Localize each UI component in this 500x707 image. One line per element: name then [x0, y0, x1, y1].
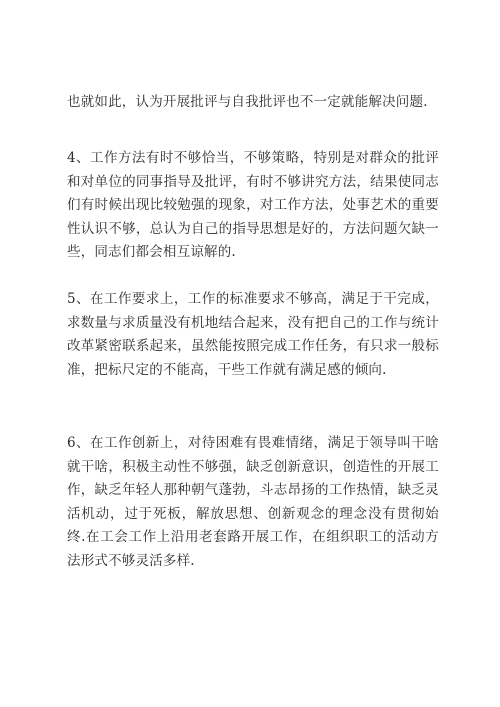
- paragraph-item-4: 4、工作方法有时不够恰当，不够策略，特别是对群众的批评和对单位的同事指导及批评，有时不够讲究方法，结果使同志们有时候出现比较勉强的现象，对工作方法，处事艺术的重要性认识不够，总认为自己的指导思想是好的，方法问题欠缺一些，同志们都会相互谅解的.: [67, 150, 439, 260]
- paragraph-item-6: 6、在工作创新上，对待困难有畏难情绪，满足于领导叫干啥就干啥，积极主动性不够强，缺乏创新意识，创造性的开展工作，缺乏年轻人那种朝气蓬勃，斗志昂扬的工作热情，缺乏灵活机动，过于死板，解放思想、创新观念的理念没有贯彻始终.在工会工作上沿用老套路开展工作，在组织职工的活动方法形式不够灵活多样.: [67, 435, 439, 569]
- paragraph-continuation: 也就如此，认为开展批评与自我批评也不一定就能解决问题.: [67, 94, 428, 110]
- paragraph-item-5: 5、在工作要求上，工作的标准要求不够高，满足于干完成，求数量与求质量没有机地结合起来，没有把自己的工作与统计改革紧密联系起来，虽然能按照完成工作任务，有只求一般标准，把标尺定的不能高，干些工作就有满足感的倾向.: [67, 291, 439, 378]
